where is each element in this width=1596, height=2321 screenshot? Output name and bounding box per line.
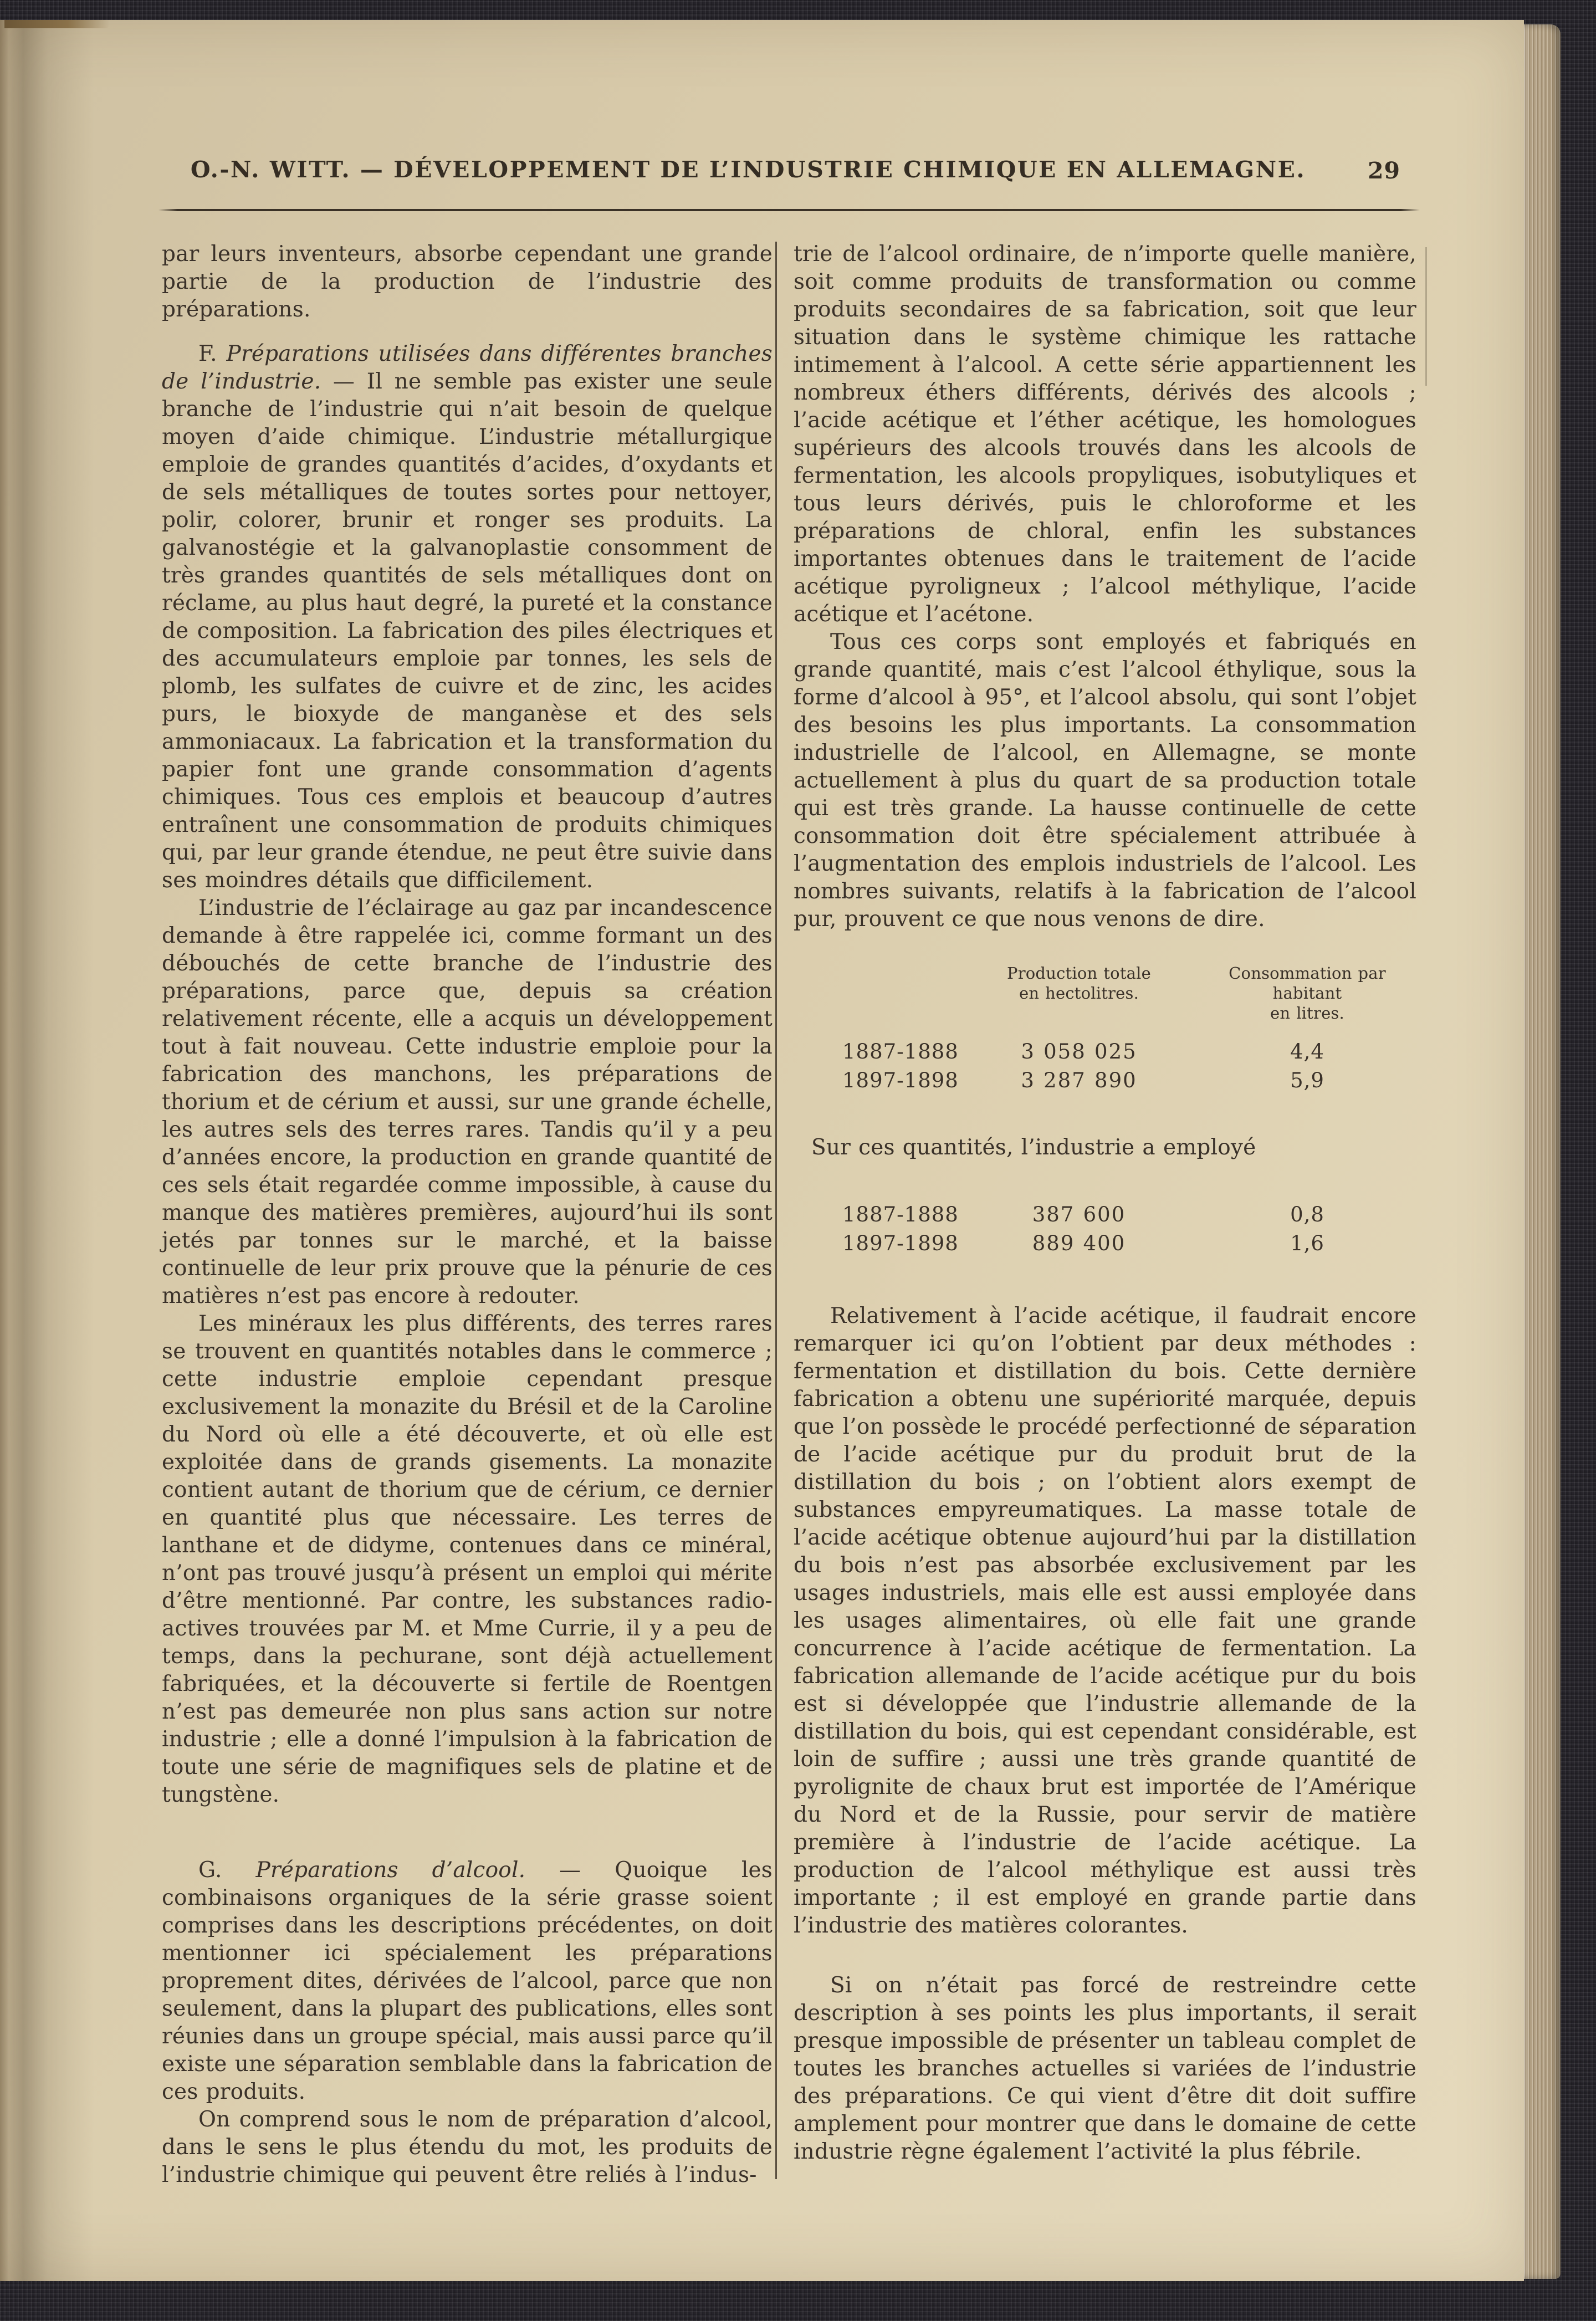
scan-artifact-mark	[1425, 247, 1427, 386]
section-f-paragraph	[162, 340, 773, 894]
table-header-consumption	[1198, 963, 1416, 1023]
section-f-label: F.	[198, 341, 227, 366]
left-column	[162, 241, 773, 2189]
alcohol-production-table	[794, 963, 1416, 1258]
paragraph-conclusion: Si on n’était pas forcé de restreindre cette description à ses points les plus importants, il serait presque impossible de présenter un tableau complet de toutes les branches actuelles si variées de l’industrie des préparations. Ce qui vient d’être dit doit suffire amplement pour montrer que dans le domaine de cette industrie règne également l’activité la plus fébrile.	[794, 1973, 1416, 2164]
row-period: 1887-1888	[842, 1040, 959, 1064]
page-fore-edge-stack	[1524, 24, 1561, 2279]
row-period: 1897-1898	[842, 1231, 959, 1255]
table-row	[794, 1066, 1416, 1095]
row-per-capita-value: 0,8	[1290, 1203, 1324, 1226]
table-note-line: Sur ces quantités, l’industrie a employé	[811, 1135, 1256, 1160]
table-header-production-line2: en hectolitres.	[1019, 984, 1139, 1003]
section-g-body: — Quoique les combinaisons organiques de la série grasse soient comprises dans les descriptions précédentes, on doit mentionner ici spécialement les préparations proprement dites, dérivées de l’alcool, parce que non seulement, dans la plupart des publications, elles sont réunies dans un groupe spécial, mais aussi parce qu’il existe une séparation semblable dans la fabrication de ces produits.	[162, 1858, 773, 2104]
row-per-capita-value: 1,6	[1290, 1231, 1324, 1255]
column-divider-rule	[775, 242, 777, 2179]
header-rule	[158, 209, 1420, 211]
table-industry-rows	[794, 1200, 1416, 1258]
binding-gutter-shadow	[0, 20, 94, 2281]
paragraph-eclairage: L’industrie de l’éclairage au gaz par incandescence demande à être rappelée ici, comme formant un des débouchés de cette branche de l’industrie des préparations, parce que, depuis sa création relativement récente, elle a acquis un développement tout à fait nouveau. Cette industrie emploie pour la fabrication des manchons, les préparations de thorium et de cérium et aussi, sur une grande échelle, les autres sels des terres rares. Tandis qu’il y a peu d’années encore, la production en grande quantité de ces sels était regardée comme impossible, à cause du manque des matières premières, aujourd’hui ils sont jetés par tonnes sur le marché, et la baisse continuelle de leur prix prouve que la pénurie de ces matières n’est pas encore à redouter.	[162, 896, 773, 1308]
running-header-title: O.-N. WITT. — DÉVELOPPEMENT DE L’INDUSTRIE CHIMIQUE EN ALLEMAGNE.	[190, 156, 1306, 183]
section-g-label: G.	[198, 1858, 256, 1883]
section-f-title: Préparations utilisées dans différentes branches de l’industrie.	[162, 341, 773, 394]
table-row	[794, 1229, 1416, 1258]
page-number: 29	[1368, 157, 1401, 184]
row-production-value: 3 287 890	[1021, 1069, 1137, 1092]
table-header-row	[794, 963, 1416, 1023]
section-g-paragraph	[162, 1857, 773, 2106]
table-row	[794, 1200, 1416, 1229]
row-per-capita-value: 5,9	[1290, 1069, 1324, 1092]
paragraph-mineraux: Les minéraux les plus différents, des terres rares se trouvent en quantités notables dans le commerce ; cette industrie emploie cependant presque exclusivement la monazite du Brésil et de la Caroline du Nord où elle a été découverte, et où elle est exploitée dans de grands gisements. La monazite contient autant de thorium que de cérium, ce dernier en quantité plus que nécessaire. Les terres de lanthane et de didyme, contenues dans ce minéral, n’ont pas trouvé jusqu’à présent un emploi qui mérite d’être mentionné. Par contre, les substances radio-actives trouvées par M. et Mme Currie, il y a peu de temps, dans la pechurane, sont déjà actuellement fabriquées, et la découverte si fertile de Roentgen n’est pas demeurée non plus sans action sur notre industrie ; elle a donné l’impulsion à la fabrication de toute une série de magnifiques sels de platine et de tungstène.	[162, 1311, 773, 1807]
spine-edge-fold	[4, 20, 110, 28]
row-production-value: 387 600	[1032, 1203, 1126, 1226]
row-production-value: 889 400	[1032, 1231, 1126, 1255]
table-header-consumption-line1: Consommation par habitant	[1229, 964, 1386, 1003]
paragraph-comprend: On comprend sous le nom de préparation d’alcool, dans le sens le plus étendu du mot, les produits de l’industrie chimique qui peuvent être reliés à l’indus-	[162, 2107, 773, 2187]
paragraph-corps: Tous ces corps sont employés et fabriqués en grande quantité, mais c’est l’alcool éthylique, sous la forme d’alcool à 95°, et l’alcool absolu, qui sont l’objet des besoins les plus importants. La consommation industrielle de l’alcool, en Allemagne, se monte actuellement à plus du quart de sa production totale qui est très grande. La hausse continuelle de cette consommation doit être spécialement attribuée à l’augmentation des emplois industriels de l’alcool. Les nombres suivants, relatifs à la fabrication de l’alcool pur, prouvent ce que nous venons de dire.	[794, 630, 1416, 932]
section-g-title: Préparations d’alcool.	[255, 1858, 526, 1883]
table-header-empty	[794, 963, 960, 1023]
right-column	[794, 241, 1416, 2166]
row-production-value: 3 058 025	[1021, 1040, 1137, 1064]
table-row	[794, 1037, 1416, 1066]
paragraph-acetique: Relativement à l’acide acétique, il faudrait encore remarquer ici qu’on l’obtient par deux méthodes : fermentation et distillation du bois. Cette dernière fabrication a obtenu une supériorité marquée, depuis que l’on possède le procédé perfectionné de séparation de l’acide acétique pur du produit brut de la distillation du bois ; on l’obtient alors exempt de substances empyreumatiques. La masse totale de l’acide acétique obtenue aujourd’hui par la distillation du bois n’est pas absorbée exclusivement par les usages industriels, mais elle est aussi employée dans les usages alimentaires, où elle fait une grande concurrence à l’acide acétique de fermentation. La fabrication allemande de l’acide acétique pur du bois est si développée que l’industrie allemande de la distillation du bois, qui est cependant considérable, est loin de suffire ; aussi une très grande quantité de pyrolignite de chaux brut est importée de l’Amérique du Nord et de la Russie, pour servir de matière première à l’industrie de l’acide acétique. La production de l’alcool méthylique est aussi très importante ; il est employé en grande partie dans l’industrie des matières colorantes.	[794, 1303, 1416, 1938]
table-header-consumption-line2: en litres.	[1270, 1004, 1344, 1023]
table-header-production-line1: Production totale	[1007, 964, 1151, 983]
row-period: 1897-1898	[842, 1069, 959, 1092]
section-f-body: — Il ne semble pas exister une seule branche de l’industrie qui n’ait besoin de quelque moyen d’aide chimique. L’industrie métallurgique emploie de grandes quantités d’acides, d’oxydants et de sels métalliques de toutes sortes pour nettoyer, polir, colorer, brunir et ronger ses produits. La galvanostégie et la galvanoplastie consomment de très grandes quantités de sels métalliques dont on réclame, au plus haut degré, la pureté et la constance de composition. La fabrication des piles électriques et des accumulateurs emploie par tonnes, les sels de plomb, les sulfates de cuivre et de zinc, les acides purs, le bioxyde de manganèse et des sels ammoniacaux. La fabrication et la transformation du papier font une grande consommation d’agents chimiques. Tous ces emplois et beaucoup d’autres entraînent une consommation de produits chimiques qui, par leur grande étendue, ne peut être suivie dans ses moindres détails que difficilement.	[162, 369, 773, 893]
row-per-capita-value: 4,4	[1290, 1040, 1324, 1064]
table-production-rows	[794, 1037, 1416, 1095]
row-period: 1887-1888	[842, 1203, 959, 1226]
table-header-production	[960, 963, 1198, 1023]
paragraph-trie-continuation: trie de l’alcool ordinaire, de n’importe quelle manière, soit comme produits de transformation ou comme produits secondaires de sa fabrication, soit que leur situation dans le système chimique les rattache intimement à l’alcool. A cette série appartiennent les nombreux éthers différents, dérivés des alcools ; l’acide acétique et l’éther acétique, les homologues supérieurs des alcools trouvés dans les alcools de fermentation, les alcools propyliques, isobutyliques et tous leurs dérivés, puis le chloroforme et les préparations de chloral, enfin les substances importantes obtenues dans le traitement de l’acide acétique pyroligneux ; l’alcool méthylique, l’acide acétique et l’acétone.	[794, 242, 1416, 627]
paragraph-intro-continuation: par leurs inventeurs, absorbe cependant une grande partie de la production de l’industrie des préparations.	[162, 242, 773, 322]
